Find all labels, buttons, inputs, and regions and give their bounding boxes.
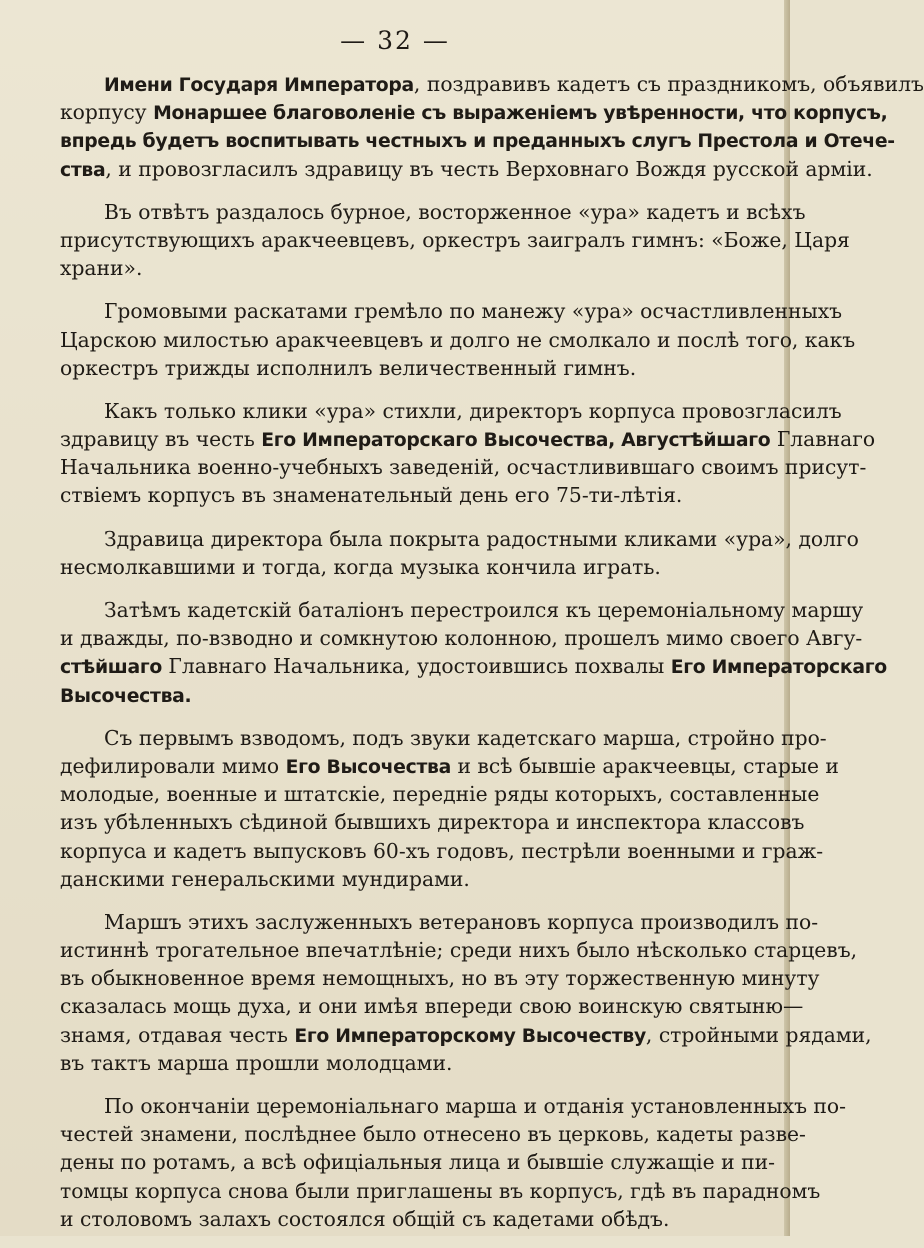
text-run: томцы корпуса снова были приглашены въ корпусъ, гдѣ въ парадномъ [60, 1178, 821, 1203]
text-run: данскими генеральскими мундирами. [60, 866, 470, 891]
text-line [60, 525, 859, 553]
text-run: Маршъ этихъ заслуженныхъ ветерановъ корпуса производилъ по- [104, 909, 819, 934]
text-line [60, 752, 839, 780]
text-line [60, 1049, 788, 1077]
text-run: Здравица директора была покрыта радостными кликами «ура», долго [104, 526, 859, 551]
text-line [60, 837, 824, 865]
text-line [60, 70, 924, 98]
text-run: и дважды, по-взводно и сомкнутою колонною, прошелъ мимо своего Авгу- [60, 626, 863, 651]
text-line [60, 254, 788, 282]
text-run: оркестръ трижды исполнилъ величественный гимнъ. [60, 355, 637, 380]
paragraph [60, 297, 856, 382]
bold-text-run: Высочества. [60, 685, 192, 707]
text-run: Царскою милостью аракчеевцевъ и долго не смолкало и послѣ того, какъ [60, 327, 856, 352]
text-line [60, 425, 876, 453]
text-line [60, 1092, 846, 1120]
bold-text-run: Его Императорскаго [670, 657, 887, 679]
text-line [60, 681, 788, 709]
text-run: , поздравивъ кадетъ съ праздникомъ, объявилъ [413, 72, 924, 96]
text-run: По окончаніи церемоніальнаго марша и отданія установленныхъ по- [104, 1094, 846, 1118]
text-run: присутствующихъ аракчеевцевъ, оркестръ заигралъ гимнъ: «Боже, Царя [60, 227, 850, 252]
text-line [60, 397, 842, 425]
bold-text-run: ства [60, 159, 106, 181]
text-run: Главнаго Начальника, удостоившись похвалы [161, 654, 671, 679]
text-line [60, 624, 863, 652]
text-run: Съ первымъ взводомъ, подъ звуки кадетскаго марша, стройно про- [104, 725, 827, 750]
text-line [60, 297, 843, 325]
text-run: дефилировали мимо [60, 753, 286, 778]
bold-text-run: стѣйшаго [60, 657, 162, 679]
paragraph [60, 70, 924, 183]
text-run: , стройными рядами, [645, 1022, 872, 1047]
text-line [60, 1205, 788, 1233]
bold-text-run: Монаршее благоволеніе съ выраженіемъ увѣренности, что корпусъ, [153, 103, 888, 125]
text-line [60, 1120, 806, 1148]
text-run: Въ отвѣтъ раздалось бурное, восторженное «ура» кадетъ и всѣхъ [104, 199, 806, 224]
bold-text-run: Его Императорскому Высочеству [294, 1025, 646, 1047]
text-run: храни». [60, 256, 143, 281]
text-run: честей знамени, послѣднее было отнесено въ церковь, кадеты разве- [60, 1122, 806, 1147]
text-line [60, 326, 856, 354]
text-line [60, 936, 858, 964]
paragraph [60, 596, 887, 709]
text-line [60, 908, 819, 936]
text-run: , и провозгласилъ здравицу въ честь Верховнаго Вождя русской арміи. [105, 156, 873, 181]
text-run: и столовомъ залахъ состоялся общій съ кадетами обѣдъ. [60, 1206, 670, 1231]
text-line [60, 780, 820, 808]
text-line [60, 724, 827, 752]
text-run: изъ убѣленныхъ сѣдиной бывшихъ директора и инспектора классовъ [60, 810, 805, 835]
bold-text-run: впредь будетъ воспитывать честныхъ и преданныхъ слугъ Престола и Отече- [60, 131, 895, 153]
text-line [60, 481, 788, 509]
text-run: Какъ только клики «ура» стихли, директоръ корпуса провозгласилъ [104, 398, 842, 423]
text-run: дены по ротамъ, а всѣ офиціальныя лица и бывшіе служащіе и пи- [60, 1150, 775, 1175]
text-line [60, 964, 820, 992]
text-run: сказалась мощь духа, и они имѣя впереди свою воинскую святыню— [60, 994, 804, 1019]
text-run: въ тактъ марша прошли молодцами. [60, 1050, 453, 1075]
text-line [60, 226, 850, 254]
text-line [60, 865, 788, 893]
paragraph [60, 198, 850, 283]
text-run: Начальника военно-учебныхъ заведеній, осчастливившаго своимъ присут- [60, 455, 867, 480]
text-line [60, 453, 867, 481]
text-run: ствіемъ корпусъ въ знаменательный день его 75-ти-лѣтія. [60, 483, 683, 508]
text-line [60, 992, 804, 1020]
paragraph [60, 397, 876, 510]
text-run: корпуса и кадетъ выпусковъ 60-хъ годовъ, пестрѣли военными и граж- [60, 838, 824, 863]
text-run: въ обыкновенное время немощныхъ, но въ эту торжественную минуту [60, 966, 820, 991]
text-line [60, 1148, 788, 1176]
body-text [60, 70, 924, 1248]
text-run: и всѣ бывшіе аракчеевцы, старые и [451, 753, 839, 778]
text-line [60, 652, 887, 680]
text-line [60, 198, 806, 226]
text-run: корпусу [60, 100, 154, 125]
text-line [60, 1021, 872, 1049]
text-run: Громовыми раскатами гремѣло по манежу «ура» осчастливленныхъ [104, 299, 843, 324]
bold-text-run: Имени Государя Императора [104, 75, 414, 96]
text-run: истиннѣ трогательное впечатлѣніе; среди нихъ было нѣсколько старцевъ, [60, 938, 858, 963]
bold-text-run: Его Императорскаго Высочества, Августѣйшаго [261, 430, 771, 452]
paragraph [60, 908, 872, 1077]
paragraph [60, 525, 859, 581]
text-line [60, 155, 873, 183]
text-run: Затѣмъ кадетскій баталіонъ перестроился къ церемоніальному маршу [104, 598, 864, 622]
paragraph [60, 724, 839, 893]
page-number: — 32 — [340, 26, 450, 55]
text-run: здравицу въ честь [60, 427, 262, 452]
paragraph [60, 1092, 846, 1233]
text-line [60, 98, 888, 126]
text-run: молодые, военные и штатскіе, передніе ряды которыхъ, составленные [60, 782, 820, 807]
bold-text-run: Его Высочества [285, 756, 451, 778]
text-line [60, 596, 864, 624]
text-line [60, 354, 788, 382]
text-run: несмолкавшими и тогда, когда музыка кончила играть. [60, 554, 661, 579]
text-run: Главнаго [770, 427, 876, 452]
text-run: знамя, отдавая честь [60, 1022, 295, 1047]
text-line [60, 126, 895, 154]
text-line [60, 1177, 821, 1205]
text-line [60, 808, 805, 836]
text-line [60, 553, 788, 581]
